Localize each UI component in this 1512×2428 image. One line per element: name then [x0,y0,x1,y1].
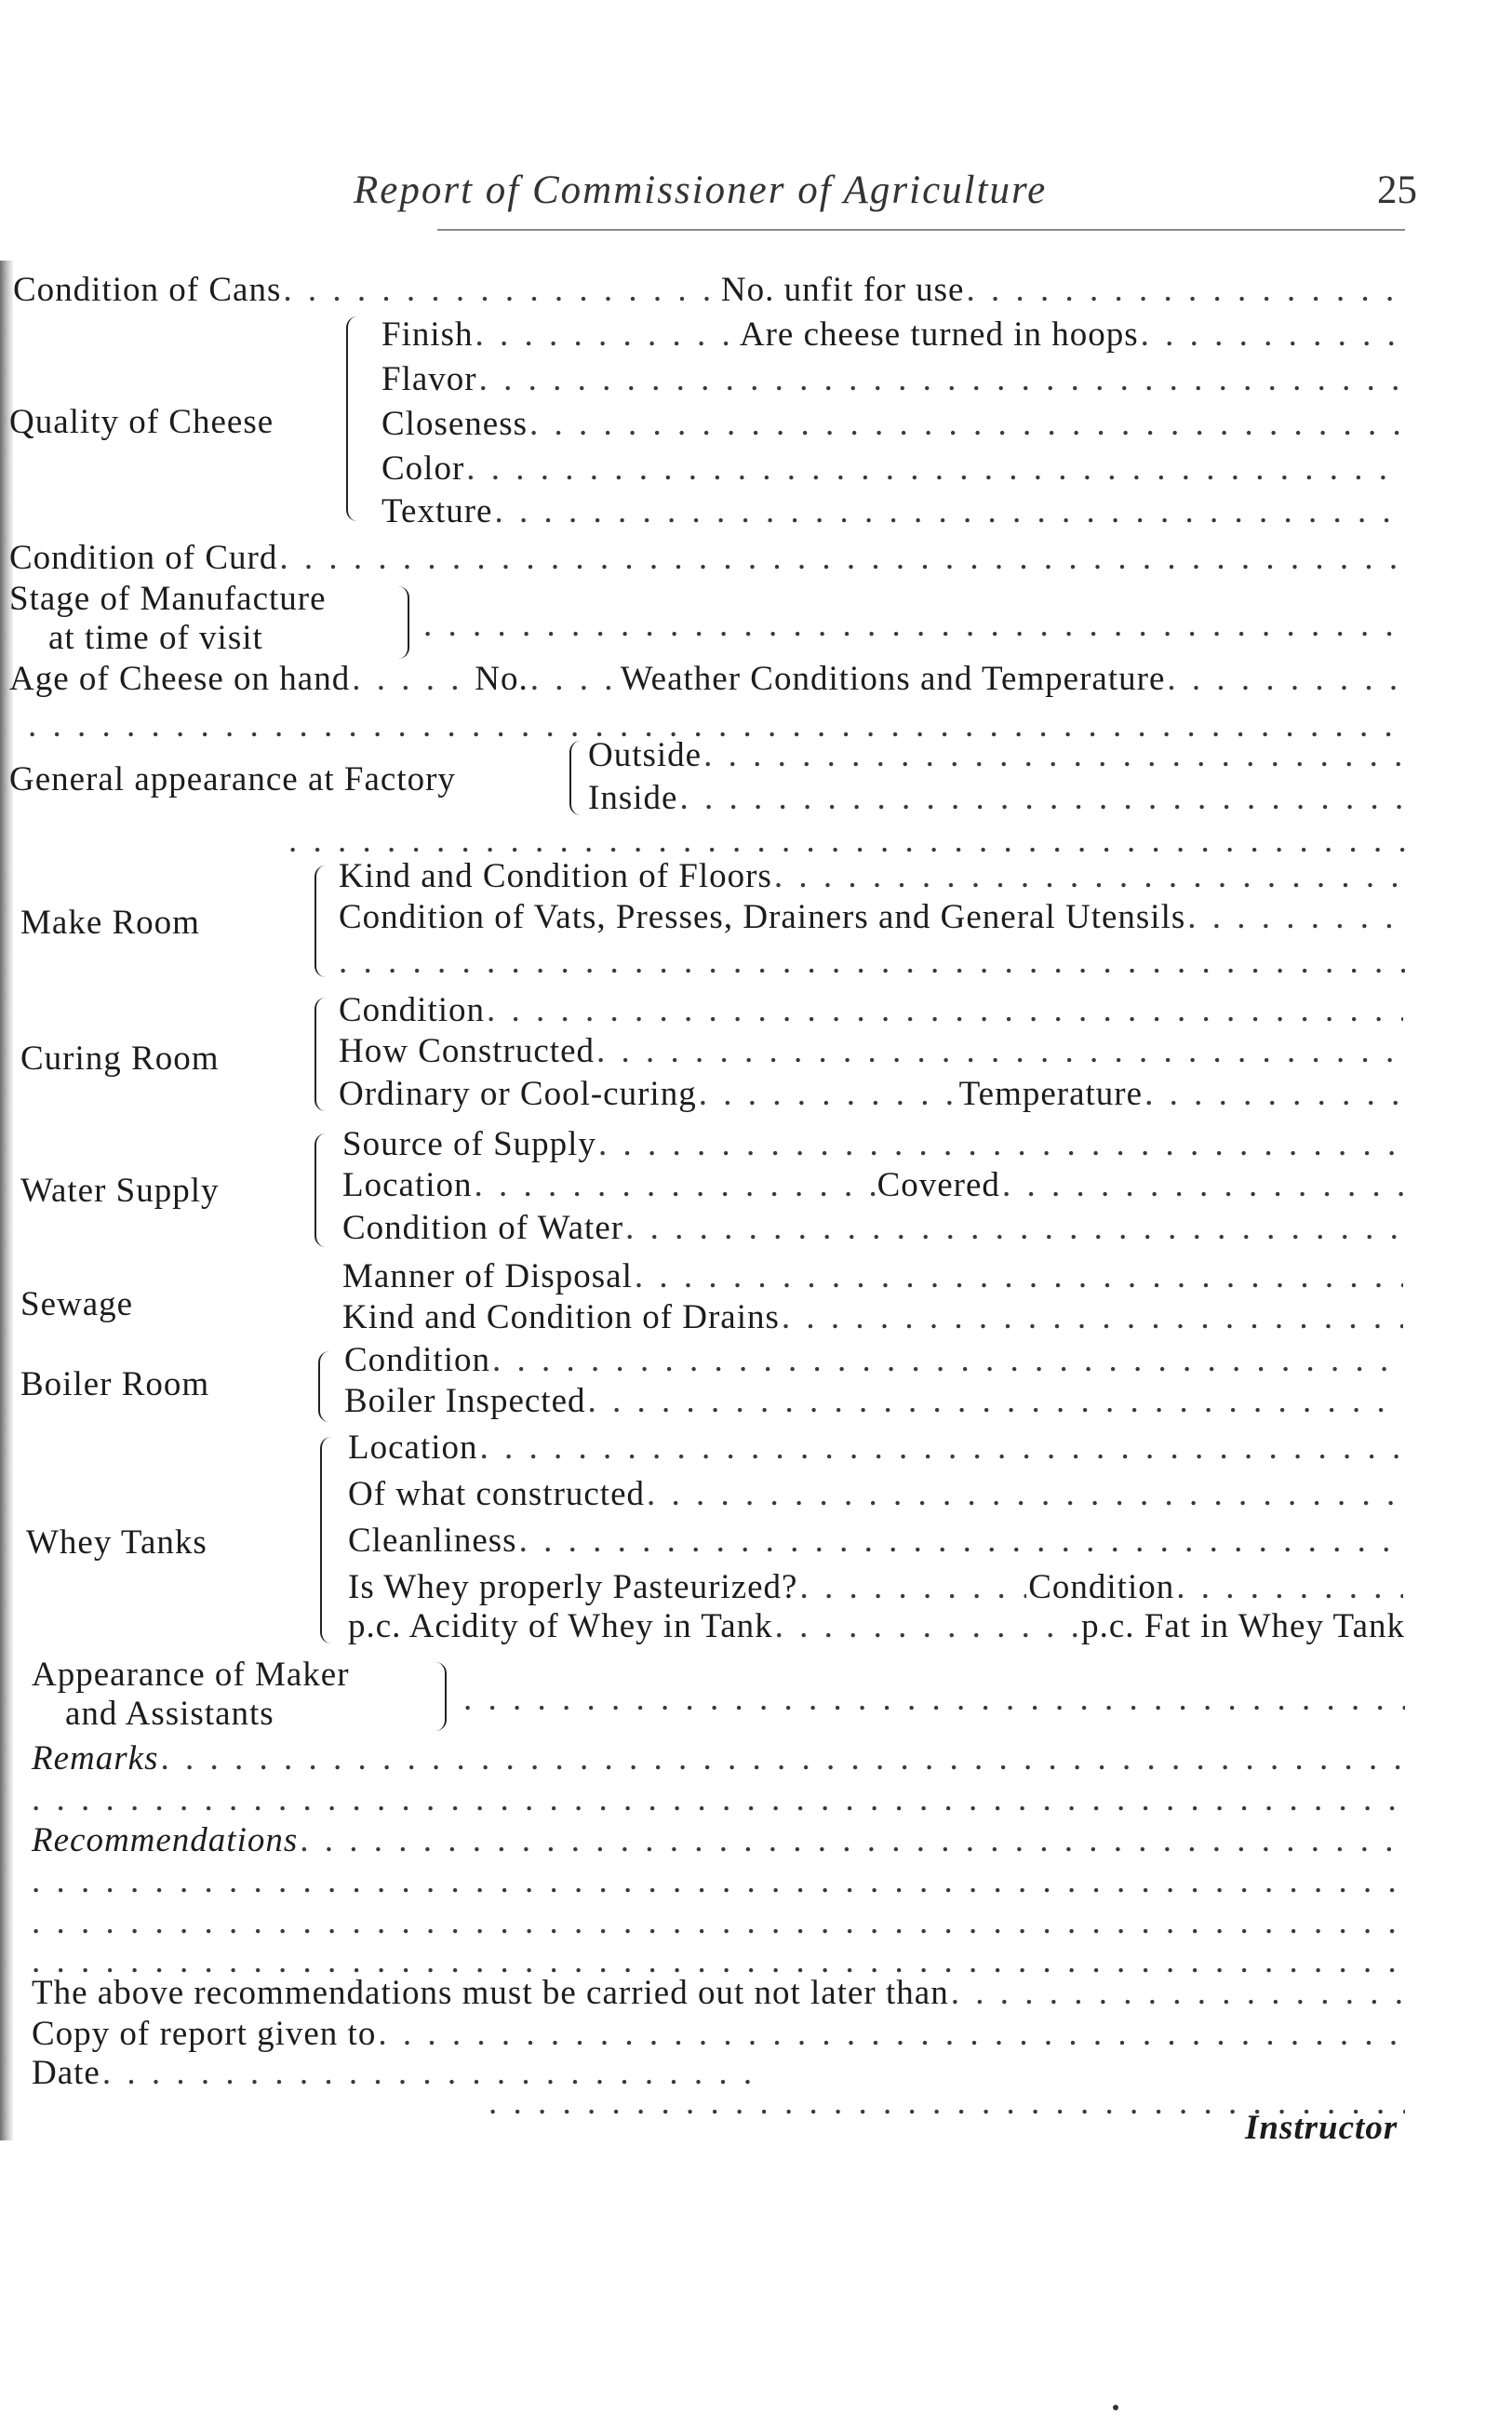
leader-dots [466,449,1403,489]
brace [314,998,326,1111]
stage-label-2: at time of visit [48,619,263,657]
cans-row [13,270,1404,310]
leader-dots [782,1297,1403,1337]
leader-dots [598,1124,1403,1164]
disposal-row [342,1256,1405,1296]
disposal-label: Manner of Disposal [342,1257,633,1295]
boiler-condition-row [344,1340,1405,1380]
whey-constructed-label: Of what constructed [348,1475,646,1513]
leader-dots [1141,315,1403,355]
print-speck [1113,2405,1118,2410]
curing-condition-label: Condition [339,991,486,1029]
stage-leader [423,605,1405,645]
leader-dots [951,1973,1403,2013]
stage-label: Stage of Manufacture [9,580,327,618]
appearance-leader [463,1679,1405,1719]
leader-dots [529,404,1403,444]
boiler-inspected-label: Boiler Inspected [344,1382,586,1420]
inside-row [588,778,1405,818]
leader-dots [647,1474,1403,1514]
how-constructed-label: How Constructed [339,1032,595,1070]
cleanliness-row [348,1521,1405,1561]
running-head: Report of Commissioner of Agriculture [354,168,1048,212]
leader-dots [1002,1165,1403,1205]
cleanliness-label: Cleanliness [348,1522,517,1560]
brace [318,1351,329,1422]
drains-row [342,1297,1405,1337]
leader-dots [352,659,473,699]
floors-label: Kind and Condition of Floors [339,857,772,895]
leader-dots [1176,1567,1403,1607]
covered-label: Covered [876,1166,1000,1204]
appearance-label: Appearance of Maker [32,1656,350,1694]
leader-dots [530,659,619,699]
brace [435,1662,447,1731]
texture-label: Texture [381,492,493,530]
curing-room-label: Curing Room [20,1040,220,1078]
quality-of-cheese-label: Quality of Cheese [9,403,274,441]
whey-location-row [348,1428,1405,1468]
leader-dots [283,270,719,310]
remarks-row [32,1738,1405,1778]
hoops-label: Are cheese turned in hoops [739,315,1139,354]
water-supply-label: Water Supply [20,1172,220,1210]
whey-location-label: Location [348,1429,478,1467]
curd-label: Condition of Curd [9,539,278,577]
inside-label: Inside [588,779,678,817]
copy-row [32,2014,1405,2054]
leader-dots [625,1208,1403,1248]
leader-dots [635,1256,1403,1296]
leader-dots [480,1428,1403,1468]
curing-condition-row [339,990,1405,1030]
water-condition-row [342,1208,1405,1248]
brace [346,316,357,521]
flavor-label: Flavor [381,360,477,398]
source-row [342,1124,1405,1164]
brace [314,865,326,977]
closeness-label: Closeness [381,405,528,443]
boiler-inspected-row [344,1381,1405,1421]
water-location-label: Location [342,1166,473,1204]
source-label: Source of Supply [342,1125,596,1163]
texture-row [381,491,1405,531]
remarks-label: Remarks [32,1739,159,1777]
age-no-label: No. [475,660,529,698]
color-row [381,449,1405,489]
whey-condition-label: Condition [1028,1568,1175,1606]
leader-dots [487,990,1403,1030]
recommendations-leader-line [32,1861,1405,1901]
finish-row [381,315,1405,355]
leader-dots [679,778,1403,818]
curd-row [9,538,1405,578]
leader-dots [596,1031,1403,1071]
age-row [9,659,1405,699]
vats-label: Condition of Vats, Presses, Drainers and General Utensils [339,898,1186,936]
leader-dots [1144,1074,1403,1114]
weather-label: Weather Conditions and Temperature [620,660,1166,698]
whey-tanks-label: Whey Tanks [26,1523,207,1562]
copy-label: Copy of report given to [32,2015,377,2053]
remarks-leader-line [32,1779,1405,1819]
general-leader-line [288,821,1405,861]
outside-row [588,735,1405,775]
water-location-row [342,1165,1405,1205]
pasteurized-label: Is Whey properly Pasteurized? [348,1568,798,1606]
leader-dots [775,1606,1079,1646]
date-label: Date [32,2054,100,2092]
leader-dots [699,1074,957,1114]
age-label: Age of Cheese on hand [9,660,351,698]
leader-dots [475,1165,876,1205]
water-condition-label: Condition of Water [342,1209,624,1247]
leader-dots [703,735,1403,775]
cool-curing-label: Ordinary or Cool-curing [339,1075,697,1113]
temperature-label: Temperature [958,1075,1144,1113]
brace [569,741,581,815]
leader-dots [799,1567,1026,1607]
make-room-label: Make Room [20,904,200,942]
leader-dots [475,315,738,355]
finish-label: Finish [381,315,474,354]
color-label: Color [381,449,465,488]
leader-dots [1167,659,1403,699]
drains-label: Kind and Condition of Drains [342,1298,780,1336]
leader-dots [378,2014,1403,2054]
acidity-label: p.c. Acidity of Whey in Tank [348,1607,773,1645]
boiler-room-label: Boiler Room [20,1365,210,1403]
fat-label: p.c. Fat in Whey Tank [1081,1607,1405,1645]
deadline-label: The above recommendations must be carried out not later than [32,1974,949,2012]
leader-dots [279,538,1403,578]
outside-label: Outside [588,736,702,774]
unfit-label: No. unfit for use [720,271,965,309]
page-number: 25 [1377,168,1417,212]
leader-dots [519,1521,1403,1561]
leader-dots [774,856,1403,896]
acidity-row [348,1606,1405,1646]
recommendations-row [32,1820,1405,1860]
instructor-label: Instructor [1245,2109,1398,2147]
cans-label: Condition of Cans [13,271,282,309]
brace [314,1134,326,1247]
leader-dots [300,1820,1403,1860]
closeness-row [381,404,1405,444]
recommendations-label: Recommendations [32,1821,299,1859]
leader-dots [479,359,1403,399]
make-room-leader-line [339,942,1405,982]
recommendations-leader-line [32,1902,1405,1942]
brace [320,1437,331,1643]
leader-dots [966,270,1402,310]
floors-row [339,856,1405,896]
vats-row [339,897,1405,937]
deadline-row [32,1973,1405,2013]
general-appearance-label: General appearance at Factory [9,760,456,798]
leader-dots [160,1738,1403,1778]
flavor-row [381,359,1405,399]
leader-dots [494,491,1403,531]
whey-constructed-row [348,1474,1405,1514]
sewage-label: Sewage [20,1285,134,1323]
leader-dots [492,1340,1403,1380]
leader-dots [1187,897,1403,937]
appearance-label-2: and Assistants [65,1695,274,1733]
pasteurized-row [348,1567,1405,1607]
brace [398,586,409,659]
leader-dots [588,1381,1404,1421]
cool-curing-row [339,1074,1405,1114]
how-constructed-row [339,1031,1405,1071]
boiler-condition-label: Condition [344,1341,491,1379]
